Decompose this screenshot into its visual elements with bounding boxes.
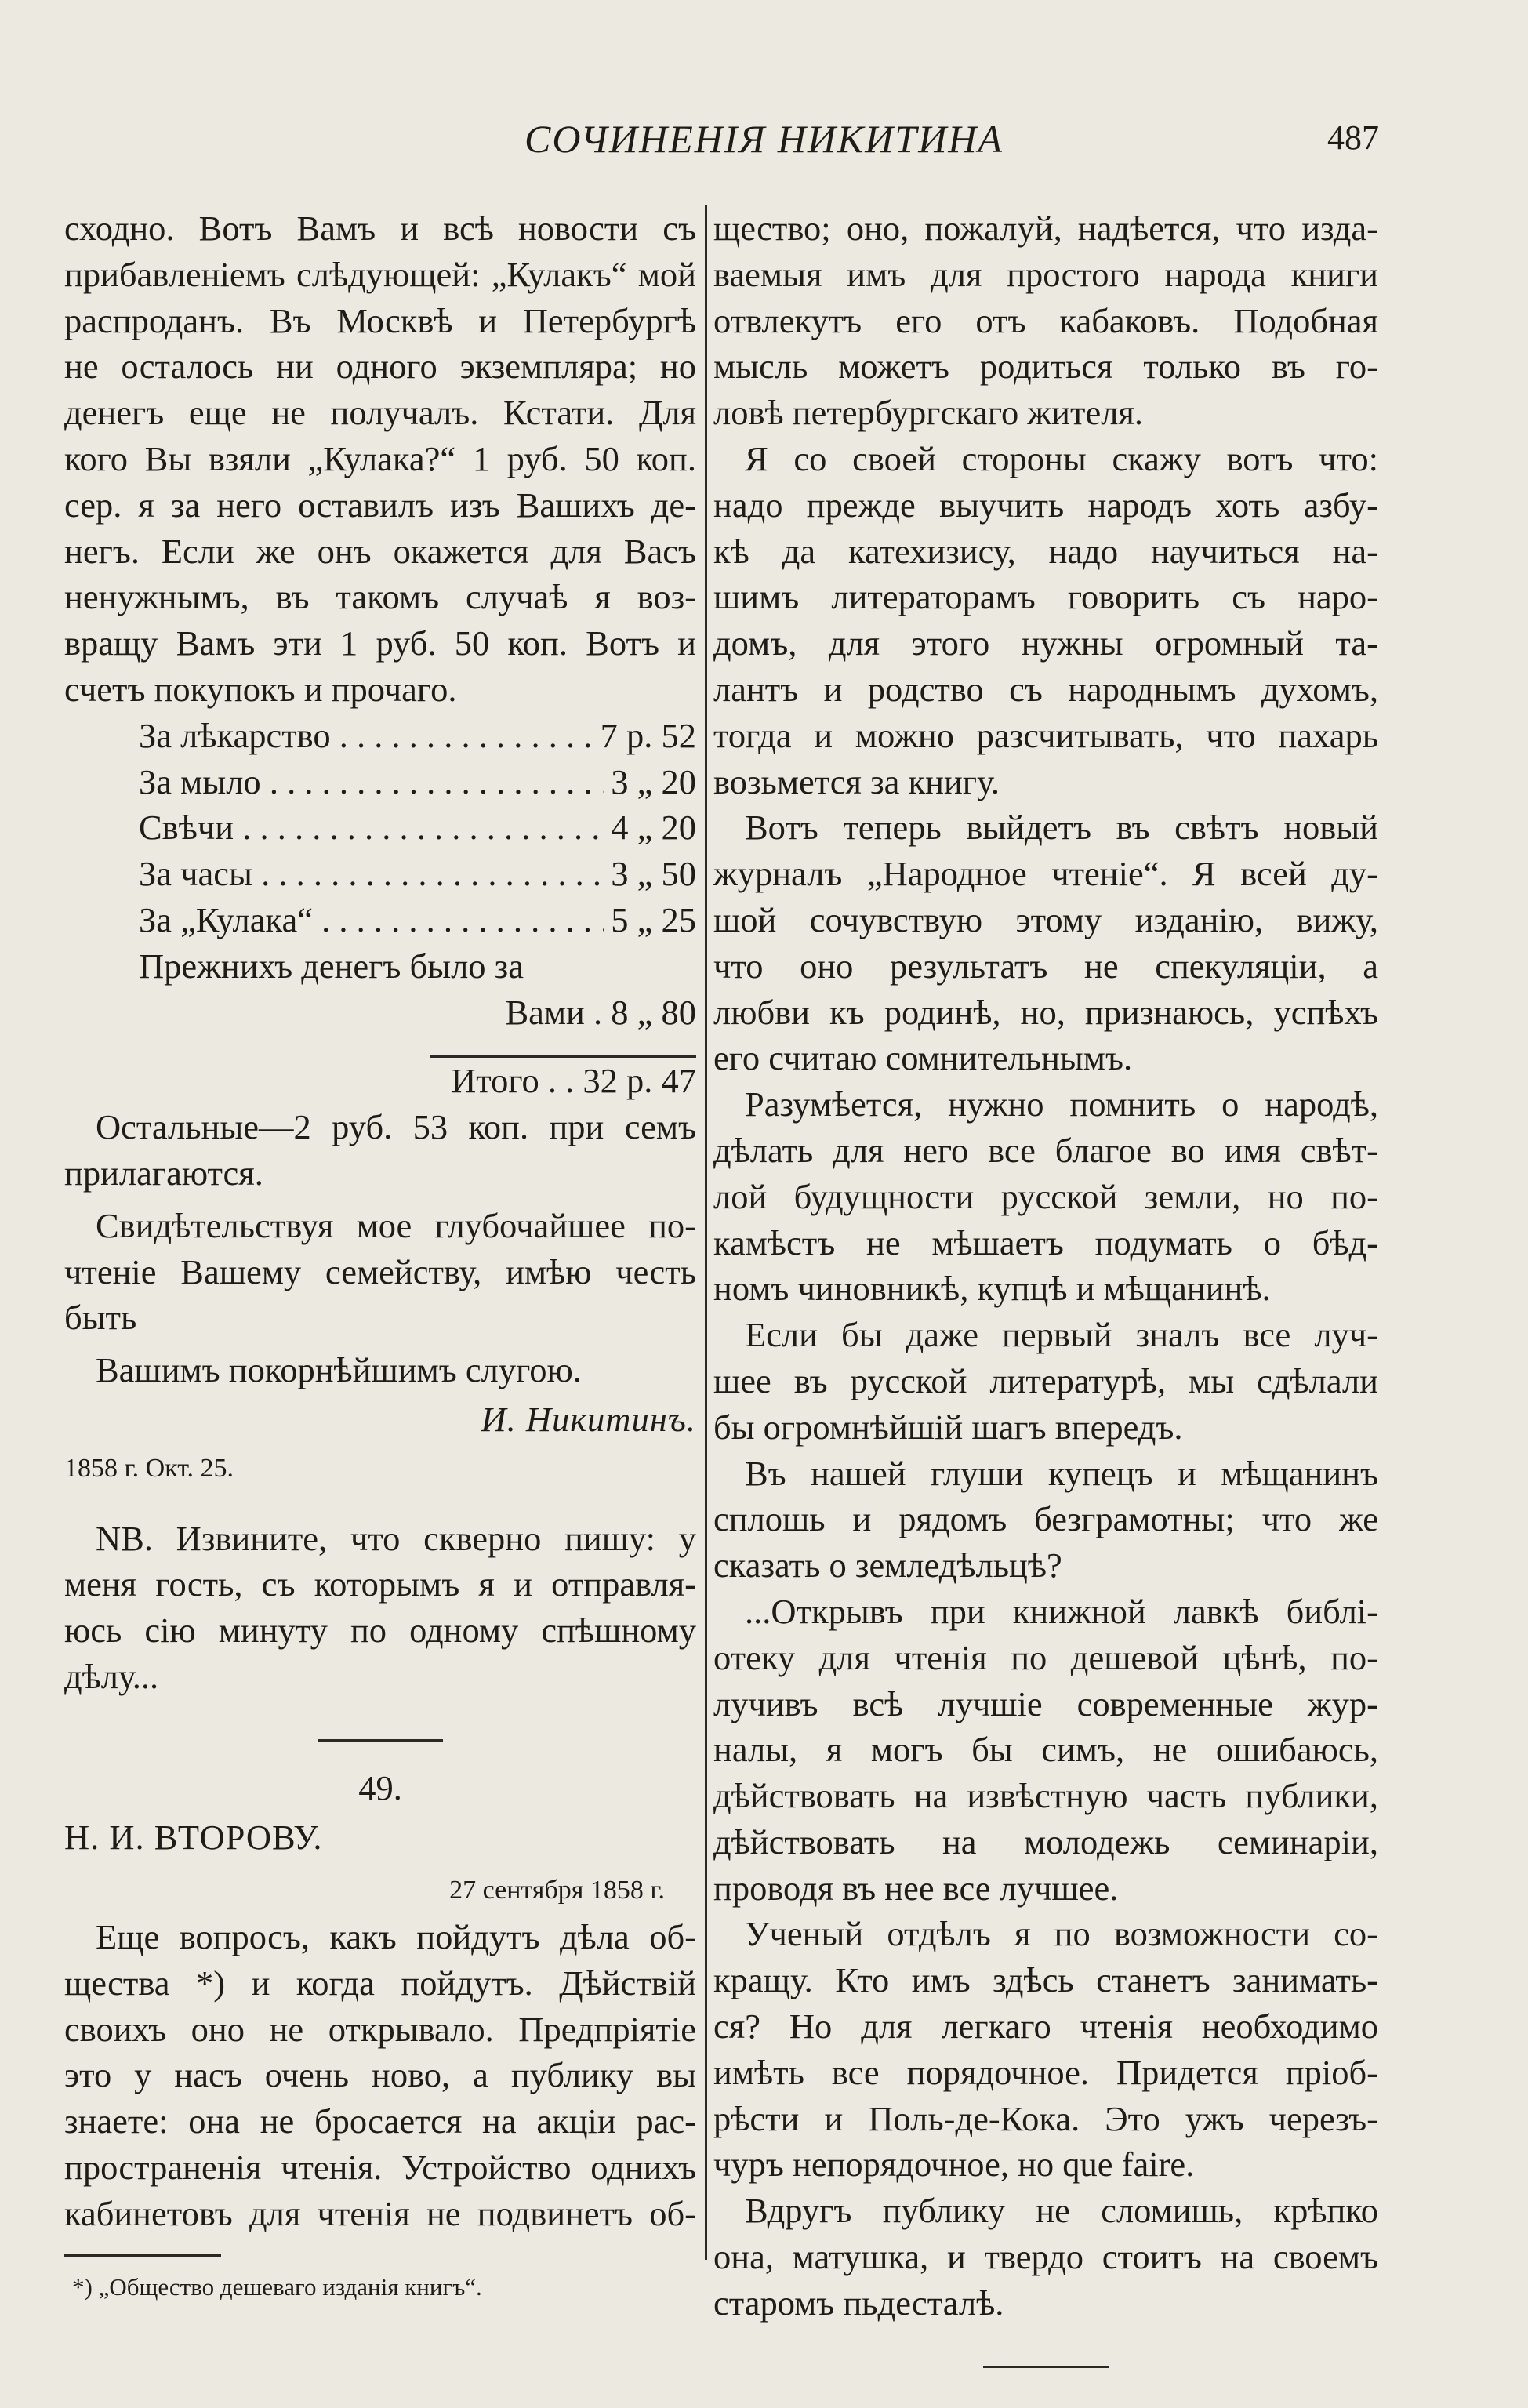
text-line: Вдругъ публику не сломишь, крѣпко (745, 2191, 1378, 2231)
expense-name: Свѣчи . . . (139, 804, 604, 851)
text-line: что оно результатъ не спекуляціи, а (713, 946, 1378, 986)
text-line: лантъ и родство съ народнымъ духомъ, (713, 669, 1378, 709)
text-line: это у насъ очень ново, а публику вы (64, 2055, 696, 2095)
text-line: дѣйствовать на извѣстную часть публики, (713, 1776, 1378, 1816)
text-line: надо прежде выучить народъ хоть азбу- (713, 485, 1378, 525)
paragraph (713, 1911, 1378, 2188)
text-line: рѣсти и Поль-де-Кока. Это ужъ черезъ- (713, 2098, 1378, 2138)
text-line: сходно. Вотъ Вамъ и всѣ новости съ (64, 209, 696, 248)
text-line: номъ чиновникѣ, купцѣ и мѣщанинѣ. (713, 1269, 1271, 1309)
text-line: имѣть все порядочное. Придется пріоб- (713, 2052, 1378, 2092)
text-line: Вотъ теперь выйдетъ въ свѣтъ новый (745, 808, 1378, 848)
text-line: шее въ русской литературѣ, мы сдѣлали (713, 1360, 1378, 1400)
expense-row (64, 851, 696, 897)
addressee-heading: Н. И. ВТОРОВУ. (64, 1817, 323, 1857)
text-line: ловѣ петербургскаго жителя. (713, 393, 1143, 433)
nb-paragraph (64, 1516, 696, 1700)
text-line: Разумѣется, нужно помнить о народѣ, (745, 1084, 1378, 1124)
expense-name: За часы . . . (139, 851, 604, 897)
text-line: своихъ оно не открывало. Предпріятіе (64, 2009, 696, 2049)
expense-row (64, 897, 696, 943)
paragraph (713, 1312, 1378, 1450)
left-column (64, 205, 696, 2310)
text-line: пространенія чтенія. Устройство однихъ (64, 2148, 696, 2188)
text-line: сер. я за него оставилъ изъ Вашихъ де- (64, 485, 696, 525)
expense-amount: 5 „ 25 (611, 899, 696, 939)
text-line: знаете: она не бросается на акціи рас- (64, 2101, 696, 2141)
letter-number: 49. (358, 1767, 402, 1807)
text-line: любви къ родинѣ, но, признаюсь, успѣхъ (713, 992, 1378, 1032)
paragraph (713, 1081, 1378, 1312)
expense-name: За „Кулака“ . . . (139, 897, 604, 943)
text-line: меня гость, съ которымъ я и отправля- (64, 1564, 696, 1604)
text-line: камѣстъ не мѣшаетъ подумать о бѣд- (713, 1222, 1378, 1262)
text-line: счетъ покупокъ и прочаго. (64, 669, 457, 709)
text-line: мысль можетъ родиться только въ го- (713, 347, 1378, 387)
text-line: быть (64, 1298, 137, 1338)
letter-date: 27 сентября 1858 г. (449, 1876, 665, 1905)
text-line: распроданъ. Въ Москвѣ и Петербургѣ (64, 300, 696, 340)
signature: И. Никитинъ. (481, 1399, 696, 1439)
prev-money-amount: Вами . 8 „ 80 (505, 992, 696, 1032)
total-row: Итого . . 32 р. 47 (451, 1061, 696, 1101)
paragraph (713, 804, 1378, 1081)
footnote: *) „Общество дешеваго изданія книгъ“. (72, 2272, 482, 2301)
text-line: шой сочувствую этому изданію, вижу, (713, 899, 1378, 939)
text-line: кращу. Кто имъ здѣсь станетъ занимать- (713, 1960, 1378, 2000)
text-line: денегъ еще не получалъ. Кстати. Для (64, 393, 696, 433)
text-line: сплошь и рядомъ безграмотны; что же (713, 1499, 1378, 1539)
text-line: дѣлу... (64, 1656, 159, 1696)
paragraph (64, 1203, 696, 1341)
text-line: дѣйствовать на молодежь семинаріи, (713, 1821, 1378, 1861)
text-line: домъ, для этого нужны огромный та- (713, 623, 1378, 663)
column-divider (705, 205, 707, 2260)
footnote-rule (64, 2254, 221, 2257)
paragraph (713, 1589, 1378, 1912)
text-line: ваемыя имъ для простого народа книги (713, 254, 1378, 294)
paragraph (64, 1914, 696, 2237)
text-line: Свидѣтельствуя мое глубочайшее по- (96, 1205, 696, 1245)
text-line: она, матушка, и твердо стоитъ на своемъ (713, 2237, 1378, 2277)
text-line: вращу Вамъ эти 1 руб. 50 коп. Вотъ и (64, 623, 696, 663)
expense-amount: 4 „ 20 (611, 808, 696, 848)
text-line: ...Открывъ при книжной лавкѣ библі- (745, 1591, 1378, 1631)
paragraph (713, 1451, 1378, 1589)
text-line: дѣлать для него все благое во имя свѣт- (713, 1130, 1378, 1170)
section-divider (318, 1739, 443, 1742)
paragraph (713, 436, 1378, 804)
text-line: его считаю сомнительнымъ. (713, 1038, 1133, 1078)
closing-line: Вашимъ покорнѣйшимъ слугою. (96, 1350, 582, 1390)
expense-row (64, 759, 696, 805)
text-line: Остальные—2 руб. 53 коп. при семъ (96, 1107, 696, 1147)
text-line: ся? Но для легкаго чтенія необходимо (713, 2007, 1378, 2047)
text-line: кабинетовъ для чтенія не подвинетъ об- (64, 2193, 696, 2233)
text-line: сказать о земледѣльцѣ? (713, 1545, 1062, 1585)
expense-amount: 3 „ 20 (611, 761, 696, 801)
paragraph (713, 205, 1378, 436)
page-number: 487 (1327, 118, 1379, 157)
text-line: NB. Извините, что скверно пишу: у (96, 1518, 696, 1558)
right-column (713, 205, 1378, 2392)
expense-amount: 3 „ 50 (611, 854, 696, 894)
paragraph (64, 205, 696, 713)
letter-closing-date: 1858 г. Окт. 25. (64, 1453, 234, 1483)
text-line: проводя въ нее все лучшее. (713, 1868, 1119, 1908)
text-line: прибавленіемъ слѣдующей: „Кулакъ“ мой (64, 254, 696, 294)
text-line: Если бы даже первый зналъ все луч- (745, 1315, 1378, 1355)
paragraph (713, 2188, 1378, 2326)
text-line: Въ нашей глуши купецъ и мѣщанинъ (745, 1453, 1378, 1493)
prev-money-label: Прежнихъ денегъ было за (139, 946, 524, 986)
text-line: лой будущности русской земли, но по- (713, 1176, 1378, 1216)
text-line: лучивъ всѣ лучшіе современные жур- (713, 1683, 1378, 1723)
expense-row (64, 713, 696, 759)
text-line: тогда и можно разсчитывать, что пахарь (713, 715, 1378, 755)
text-line: шимъ литераторамъ говорить съ наро- (713, 577, 1378, 617)
expense-amount: 7 р. 52 (600, 715, 696, 755)
text-line: бы огромнѣйшій шагъ впередъ. (713, 1407, 1183, 1447)
expense-row (64, 804, 696, 851)
running-title: СОЧИНЕНІЯ НИКИТИНА (524, 117, 1004, 161)
paragraph (64, 1104, 696, 1197)
text-line: возьмется за книгу. (713, 761, 1000, 801)
text-line: кого Вы взяли „Кулака?“ 1 руб. 50 коп. (64, 438, 696, 478)
expense-list (64, 713, 696, 1104)
text-line: негъ. Если же онъ окажется для Васъ (64, 531, 696, 571)
text-line: Я со своей стороны скажу вотъ что: (745, 438, 1378, 478)
text-line: прилагаются. (64, 1153, 263, 1193)
text-line: отеку для чтенія по дешевой цѣнѣ, по- (713, 1637, 1378, 1677)
text-line: ненужнымъ, въ такомъ случаѣ я воз- (64, 577, 696, 617)
text-line: Ученый отдѣлъ я по возможности со- (745, 1914, 1378, 1954)
text-line: журналъ „Народное чтеніе“. Я всей ду- (713, 854, 1378, 894)
text-line: налы, я могъ бы симъ, не ошибаюсь, (713, 1730, 1378, 1770)
text-line: чтеніе Вашему семейству, имѣю честь (64, 1251, 696, 1291)
text-line: отвлекутъ его отъ кабаковъ. Подобная (713, 300, 1378, 340)
text-line: старомъ пьдесталѣ. (713, 2283, 1004, 2323)
text-line: кѣ да катехизису, надо научиться на- (713, 531, 1378, 571)
text-line: щество; оно, пожалуй, надѣется, что изда- (713, 209, 1378, 248)
text-line: Еще вопросъ, какъ пойдутъ дѣла об- (96, 1917, 696, 1957)
expense-name: За лѣкарство . . . (139, 713, 594, 759)
text-line: юсь сію минуту по одному спѣшному (64, 1611, 696, 1651)
text-line: не осталось ни одного экземпляра; но (64, 347, 696, 387)
text-line: чуръ непорядочное, но que faire. (713, 2145, 1195, 2185)
expense-name: За мыло . . . (139, 759, 604, 805)
text-line: щества *) и когда пойдутъ. Дѣйствій (64, 1963, 696, 2003)
section-divider (983, 2366, 1109, 2368)
